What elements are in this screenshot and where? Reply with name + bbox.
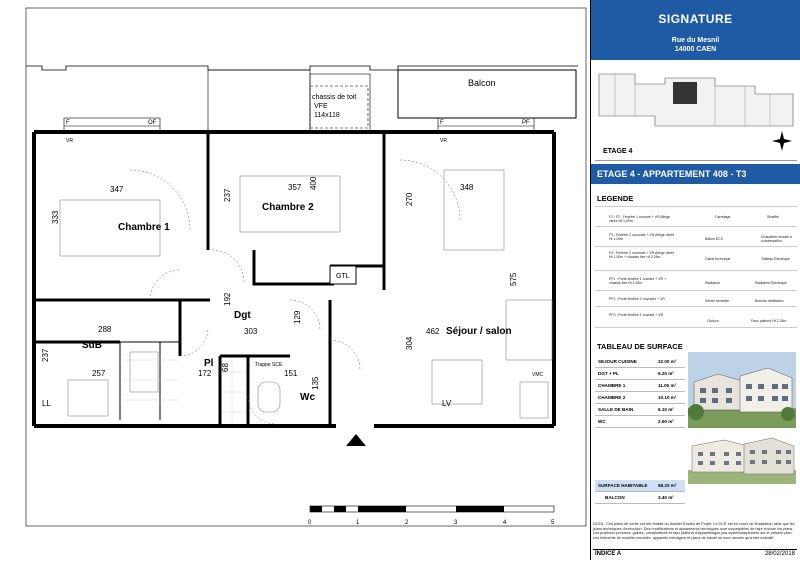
window-bands	[64, 70, 534, 132]
dim-270: 270	[405, 192, 414, 206]
building-render-1-image	[688, 352, 796, 428]
legend-symbol: Sèche serviette	[705, 299, 730, 303]
scale-label-5: 5	[551, 520, 555, 526]
plan-frame	[26, 8, 586, 526]
roof-window-label: chassis de toit	[312, 94, 357, 101]
balcon-value: 3.40 m²	[658, 495, 674, 500]
legend-row	[595, 290, 797, 307]
dim-304: 304	[405, 336, 414, 350]
window-label-of: OF	[148, 120, 157, 126]
surface-label: CHAMBRE 1	[598, 383, 626, 388]
window-label-pf: PF	[522, 120, 530, 126]
legend-symbol: Bouche ventilation	[755, 299, 784, 303]
building-render-2	[688, 432, 796, 484]
dim-348: 348	[460, 183, 474, 192]
surface-row	[595, 380, 685, 392]
dim-135: 135	[311, 376, 320, 390]
legend-table	[595, 200, 797, 326]
legend-item-text: F3 : Fenêtre 2 ouvrants + VR Allège vitrée Ht 1.00m	[609, 233, 675, 241]
room-label-chambre1: Chambre 1	[118, 222, 170, 233]
dim-237b: 237	[41, 348, 50, 362]
habitable-table	[595, 480, 685, 504]
habitable-value: 58.20 m²	[658, 483, 677, 488]
roof-window-dim: 114x118	[314, 112, 340, 119]
legend-symbol: Radiateur Electrique	[755, 281, 787, 285]
dim-357: 357	[288, 183, 302, 192]
balcon-label: BALCON	[605, 495, 625, 500]
scale-label-2: 2	[405, 520, 409, 526]
scale-label-4: 4	[503, 520, 507, 526]
dim-68: 68	[221, 363, 230, 372]
surface-row	[595, 368, 685, 380]
legend-symbol: Tableau Electrique	[761, 257, 790, 261]
roof-window-vfe: VFE	[314, 103, 328, 110]
dim-151: 151	[284, 369, 298, 378]
indice-date: 28/02/2018	[764, 551, 795, 557]
dim-303: 303	[244, 327, 258, 336]
revision-indice	[593, 549, 797, 558]
legend-item-text: PF3 : Porte-fenêtre 1 ouvrant + VR	[609, 313, 664, 317]
brand-address-line2: 14000 CAEN	[674, 46, 717, 53]
dim-192: 192	[223, 292, 232, 306]
mini-floor-plan	[595, 64, 797, 161]
surface-table	[595, 356, 685, 428]
scale-label-0: 0	[308, 520, 312, 526]
building-render-1	[688, 352, 796, 428]
room-label-pl: Pl	[204, 358, 214, 369]
surface-value: 11.00 m²	[658, 383, 677, 388]
partition-walls	[120, 342, 180, 420]
apartment-header: ETAGE 4 - APPARTEMENT 408 - T3	[591, 164, 800, 184]
dim-333: 333	[51, 210, 60, 224]
legend-symbol: Chaudière murale à condensation	[761, 235, 792, 243]
habitable-row	[595, 480, 685, 492]
dim-462: 462	[426, 327, 440, 336]
dim-237a: 237	[223, 188, 232, 202]
mini-plan-label: ETAGE 4	[603, 148, 633, 155]
dim-129: 129	[293, 310, 302, 324]
mini-plan-drawing	[595, 64, 797, 144]
brand-name: SIGNATURE	[658, 12, 733, 26]
room-label-vmc: VMC	[532, 372, 544, 378]
legend-row	[595, 306, 797, 328]
brand-header	[591, 0, 800, 60]
legend-symbol: Cloison	[707, 319, 719, 323]
room-label-lv: LV	[442, 399, 452, 408]
legend-title: LEGENDE	[597, 194, 634, 203]
legend-symbol: Faux plafond Ht 2.25m	[751, 319, 787, 323]
legend-symbol: Stratifié	[767, 215, 779, 219]
scale-label-3: 3	[454, 520, 458, 526]
habitable-label: SURFACE HABITABLE	[598, 483, 648, 488]
surface-value: 6.10 m²	[658, 407, 674, 412]
room-label-chambre2: Chambre 2	[262, 202, 314, 213]
window-label-f1: F	[66, 120, 70, 126]
surface-row	[595, 392, 685, 404]
legend-item-text: F4 : Fenêtre 2 ouvrants + VR Allège vitrée Ht 1.00m + chassis fixe Ht 2.25m	[609, 251, 675, 259]
legend-symbol: Carrelage	[715, 215, 731, 219]
label-trappe: Trappe SCE	[255, 362, 283, 368]
legend-row	[595, 270, 797, 291]
surface-value: 2.90 m²	[658, 419, 674, 424]
north-compass-icon	[771, 130, 793, 152]
legend-row	[595, 246, 797, 271]
dim-347: 347	[110, 185, 124, 194]
balcon-row	[595, 492, 685, 504]
surface-label: SALLE DE BAIN	[598, 407, 634, 412]
surface-label: CHAMBRE 2	[598, 395, 626, 400]
legend-item-text: F1 / F2 : Fenêtre 1 ouvrant + VR Allège vitrée Ht 1.00m	[609, 215, 670, 223]
legend-symbol: Gaine technique	[705, 257, 731, 261]
window-label-vr2: VR	[440, 138, 447, 144]
legend-row	[595, 226, 797, 247]
surface-label: SEJOUR CUISINE	[598, 359, 637, 364]
surface-row	[595, 356, 685, 368]
surface-row	[595, 416, 685, 428]
window-label-f2: F	[440, 120, 444, 126]
facade-line	[26, 66, 578, 70]
room-label-balcon: Balcon	[468, 78, 496, 88]
room-label-gtl: GTL	[336, 273, 350, 280]
dim-400: 400	[309, 176, 318, 190]
scale-label-1: 1	[356, 520, 360, 526]
indice-label: INDICE A	[595, 551, 622, 557]
window-label-vr1: VR	[66, 138, 73, 144]
legend-symbol: Radiateur	[705, 281, 721, 285]
scale-bar	[308, 506, 555, 526]
surface-value: 6.20 m²	[658, 371, 674, 376]
dim-575: 575	[509, 272, 518, 286]
legend-symbol: Ballon ECS	[705, 237, 723, 241]
surface-value: 10.10 m²	[658, 395, 677, 400]
building-render-2-image	[688, 432, 796, 484]
surface-row	[595, 404, 685, 416]
surface-value: 22.00 m²	[658, 359, 677, 364]
legend-item-text: PF2 : Porte-fenêtre 2 ouvrants + VR	[609, 297, 665, 301]
legal-note: NOTA : Ces plans de vente ont été établis du dossier Etudes de Projet. Le DCE est en cours de finalisation ainsi que les plans techniques d'exécution. Des modifications et ajustements techniques sont susceptibles de faire évoluer les plans. Les positions précises, gaines, canalisations et faux plafond d'appareillages pas systématiquement sur le présent plan. Les éléments de mobilier meublés, appareils ménagers et plans de travail ne sont donnés qu'à titre indicatif.	[593, 522, 795, 540]
room-label-wc: Wc	[300, 392, 315, 403]
brand-address-line1: Rue du Mesnil	[671, 37, 720, 44]
entrance-arrow-icon	[346, 434, 366, 446]
room-label-dgt: Dgt	[234, 310, 251, 321]
surface-label: WC	[598, 419, 606, 424]
surface-label: DGT + PL	[598, 371, 619, 376]
surface-table-title: TABLEAU DE SURFACE	[597, 342, 683, 351]
legend-item-text: PF1 : Porte-fenêtre 1 ouvrant + VR + chassis fixe Ht 2.25m	[609, 277, 667, 285]
dim-257: 257	[92, 369, 106, 378]
dim-172: 172	[198, 369, 212, 378]
room-label-ll: LL	[42, 399, 51, 408]
legend-row	[595, 206, 797, 227]
room-label-sdb: SdB	[82, 340, 102, 351]
room-label-sejour: Séjour / salon	[446, 326, 512, 337]
info-panel	[590, 0, 800, 560]
dim-288: 288	[98, 325, 112, 334]
